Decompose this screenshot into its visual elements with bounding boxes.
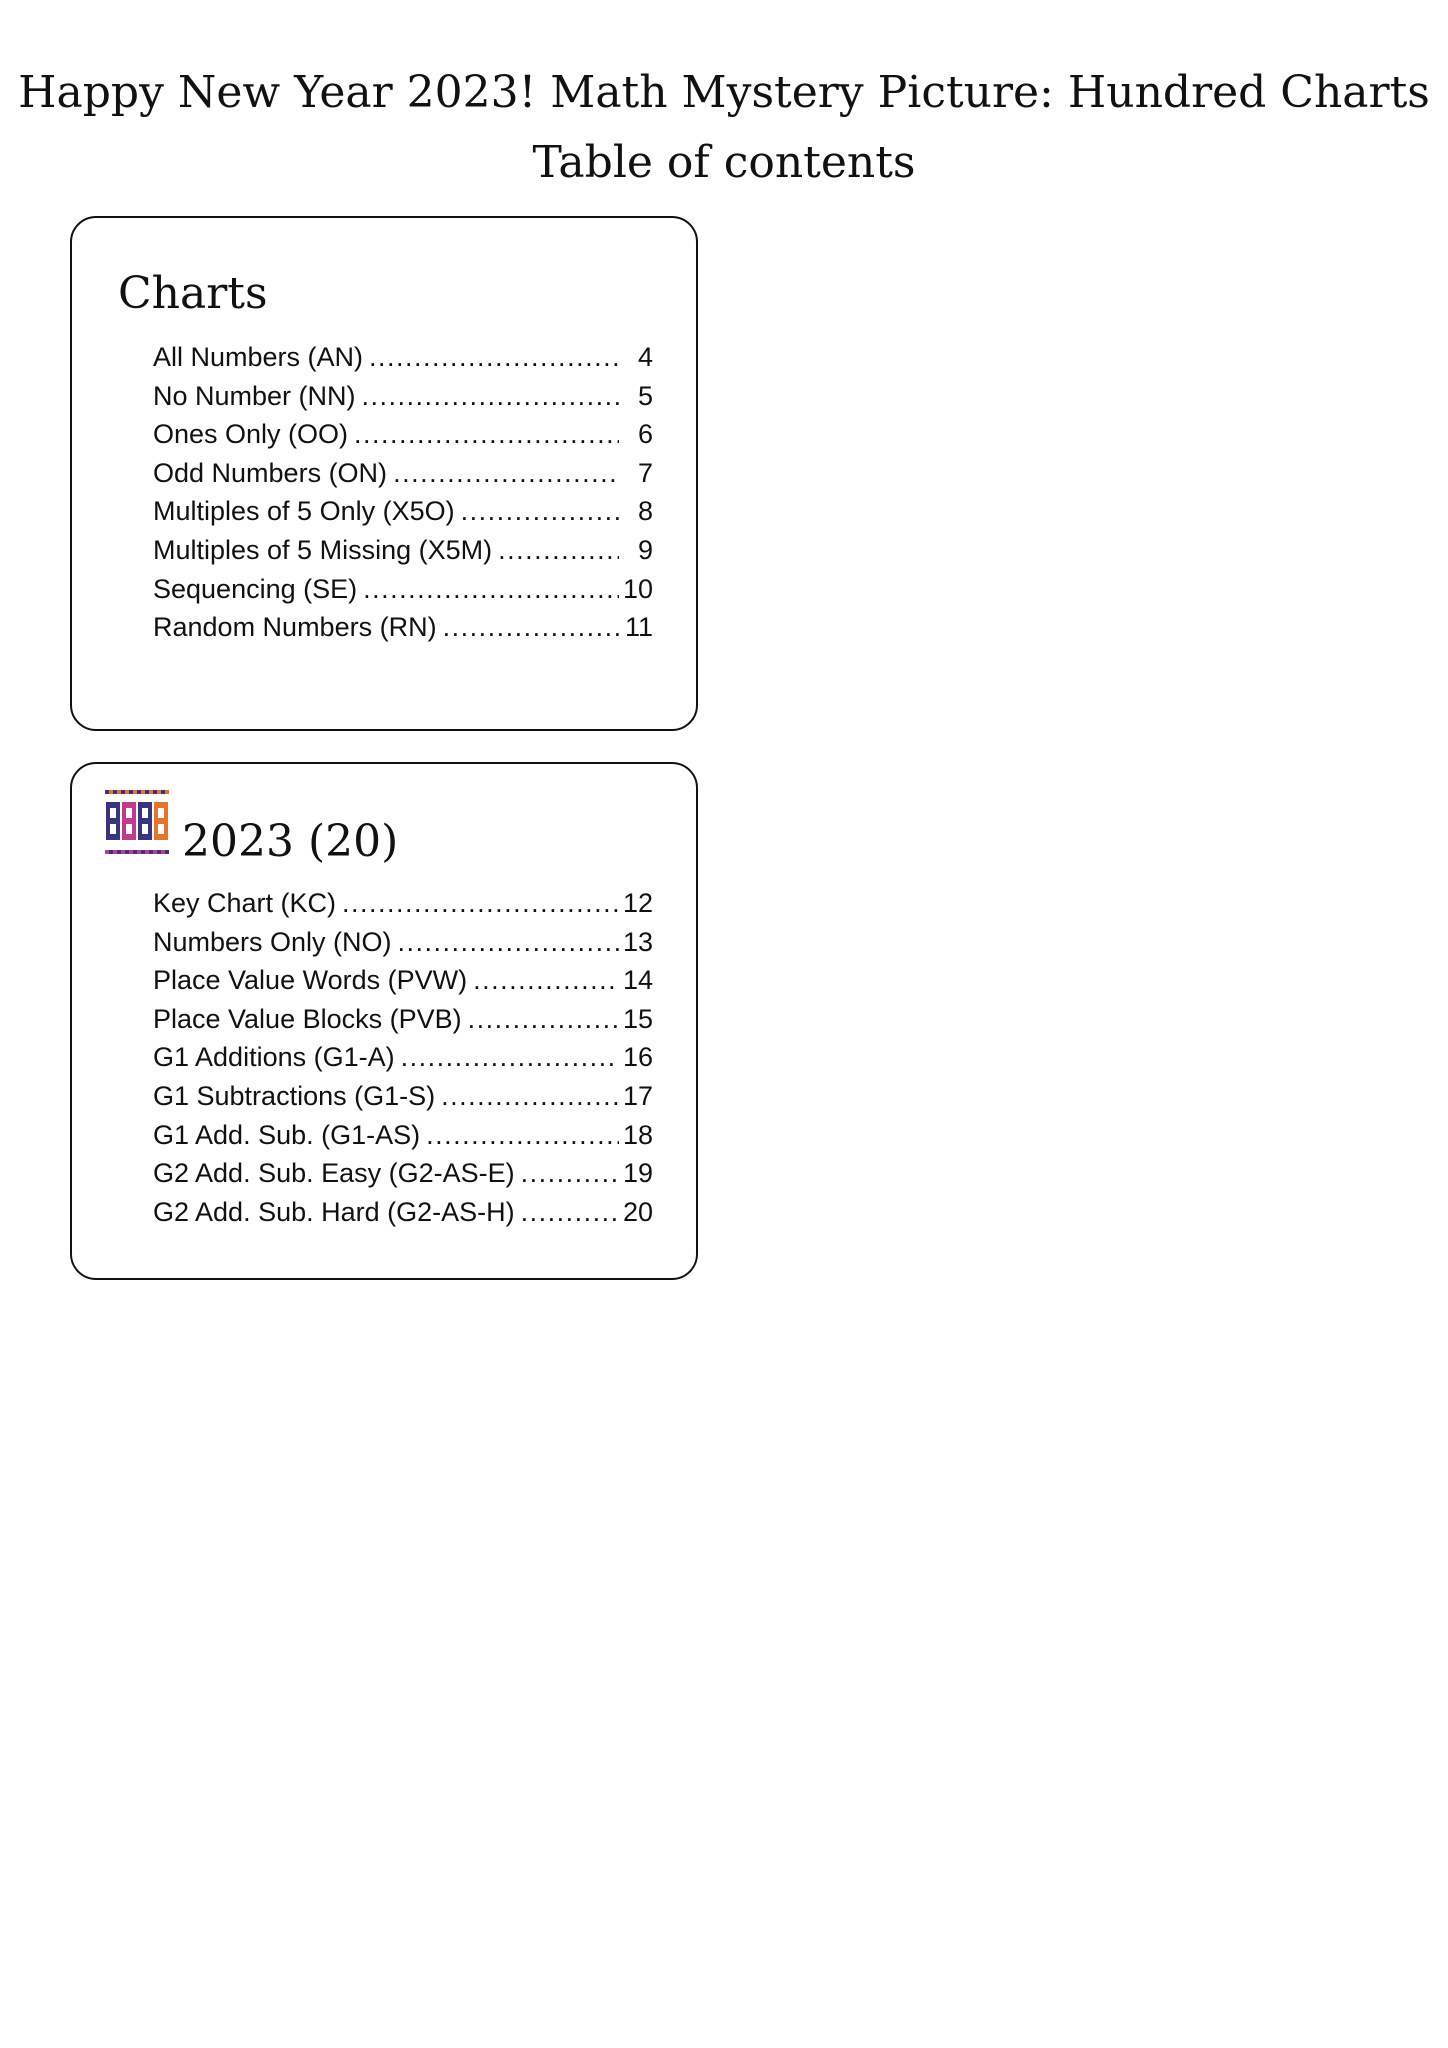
toc-entry-page-number: 13 xyxy=(622,926,653,957)
toc-dot-leader xyxy=(342,888,619,919)
toc-entry-page-number: 17 xyxy=(622,1080,653,1111)
toc-entry[interactable] xyxy=(153,342,653,381)
toc-entry-label: Place Value Blocks (PVB) xyxy=(153,1003,462,1034)
page-title-line-1: Happy New Year 2023! Math Mystery Picture: Hundred Charts xyxy=(18,67,1430,118)
year-2023-heading: 2023 (20) xyxy=(182,816,399,867)
toc-entry-label: All Numbers (AN) xyxy=(153,342,364,372)
toc-entry[interactable] xyxy=(153,1042,653,1081)
toc-entry-label: Numbers Only (NO) xyxy=(153,926,392,957)
toc-entry[interactable] xyxy=(153,965,653,1004)
toc-dot-leader xyxy=(354,419,619,450)
year-2023-toc-box xyxy=(70,762,698,1280)
toc-entry-page-number: 19 xyxy=(622,1158,653,1189)
toc-dot-leader xyxy=(443,612,619,643)
toc-dot-leader xyxy=(468,1004,619,1035)
toc-entry-page-number: 20 xyxy=(622,1196,653,1227)
pixel-2023-icon xyxy=(105,790,169,854)
toc-entry-page-number: 9 xyxy=(637,534,653,565)
toc-entry-label: Key Chart (KC) xyxy=(153,888,337,918)
toc-entry-label: Sequencing (SE) xyxy=(153,573,358,604)
page-title-line-2: Table of contents xyxy=(532,137,916,188)
toc-entry-page-number: 18 xyxy=(622,1119,653,1150)
toc-entry-page-number: 8 xyxy=(637,496,653,527)
toc-entry-label: G2 Add. Sub. Hard (G2-AS-H) xyxy=(153,1196,515,1227)
toc-entry[interactable] xyxy=(153,1197,653,1236)
toc-entry-page-number: 6 xyxy=(637,419,653,450)
toc-entry[interactable] xyxy=(153,612,653,651)
toc-entry-label: Ones Only (OO) xyxy=(153,419,349,450)
page-title xyxy=(0,58,1448,198)
toc-entry-label: G2 Add. Sub. Easy (G2-AS-E) xyxy=(153,1158,515,1189)
toc-entry[interactable] xyxy=(153,496,653,535)
toc-entry-label: Multiples of 5 Missing (X5M) xyxy=(153,534,493,565)
toc-dot-leader xyxy=(393,458,619,489)
toc-entry[interactable] xyxy=(153,458,653,497)
toc-entry-label: G1 Add. Sub. (G1-AS) xyxy=(153,1119,421,1150)
toc-dot-leader xyxy=(521,1158,619,1189)
toc-entry-page-number: 14 xyxy=(622,965,653,996)
toc-entry-label: G1 Subtractions (G1-S) xyxy=(153,1080,436,1111)
charts-heading: Charts xyxy=(118,268,268,319)
toc-dot-leader xyxy=(498,535,619,566)
toc-entry-page-number: 7 xyxy=(637,457,653,488)
toc-dot-leader xyxy=(369,342,619,373)
toc-entry[interactable] xyxy=(153,927,653,966)
toc-entry[interactable] xyxy=(153,381,653,420)
toc-dot-leader xyxy=(363,574,619,605)
toc-dot-leader xyxy=(521,1197,619,1228)
toc-entry-page-number: 10 xyxy=(622,573,653,604)
toc-entry-label: Multiples of 5 Only (X5O) xyxy=(153,496,455,527)
charts-toc-box xyxy=(70,216,698,731)
charts-toc-list xyxy=(153,342,653,651)
toc-entry[interactable] xyxy=(153,574,653,613)
toc-entry[interactable] xyxy=(153,1081,653,1120)
toc-dot-leader xyxy=(441,1081,619,1112)
toc-entry[interactable] xyxy=(153,419,653,458)
toc-entry[interactable] xyxy=(153,1120,653,1159)
toc-dot-leader xyxy=(362,381,619,412)
toc-dot-leader xyxy=(426,1120,619,1151)
toc-entry[interactable] xyxy=(153,1158,653,1197)
toc-entry-page-number: 4 xyxy=(637,342,653,372)
toc-entry-page-number: 5 xyxy=(637,380,653,411)
toc-entry[interactable] xyxy=(153,535,653,574)
toc-entry-page-number: 16 xyxy=(622,1042,653,1073)
toc-dot-leader xyxy=(461,496,619,527)
toc-entry-label: Odd Numbers (ON) xyxy=(153,457,388,488)
year-2023-toc-list xyxy=(153,888,653,1235)
toc-dot-leader xyxy=(401,1042,619,1073)
toc-entry-label: G1 Additions (G1-A) xyxy=(153,1042,395,1073)
toc-entry-page-number: 11 xyxy=(624,612,653,643)
toc-entry-label: Place Value Words (PVW) xyxy=(153,965,468,996)
toc-entry[interactable] xyxy=(153,888,653,927)
toc-entry-label: Random Numbers (RN) xyxy=(153,612,437,643)
toc-dot-leader xyxy=(473,965,619,996)
toc-entry-page-number: 12 xyxy=(622,888,653,918)
toc-entry[interactable] xyxy=(153,1004,653,1043)
toc-entry-label: No Number (NN) xyxy=(153,380,356,411)
toc-entry-page-number: 15 xyxy=(622,1003,653,1034)
toc-dot-leader xyxy=(398,927,619,958)
